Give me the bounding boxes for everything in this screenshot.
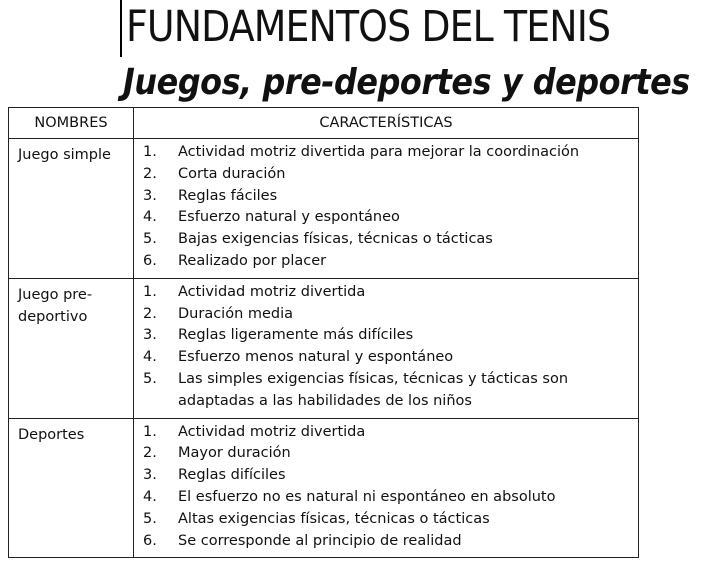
list-item-number: 6.	[143, 532, 157, 549]
list-item-number: 6.	[143, 252, 157, 269]
list-item-number: 5.	[143, 510, 157, 527]
list-item	[143, 369, 632, 413]
list-item	[143, 282, 632, 304]
list-item-text: Mayor duración	[178, 445, 291, 462]
list-item-text: Reglas difíciles	[178, 467, 286, 484]
list-item-text: Duración media	[178, 305, 294, 322]
list-item-number: 1.	[143, 144, 157, 160]
table-row	[9, 139, 639, 279]
list-item-text: Actividad motriz divertida	[178, 423, 366, 440]
list-item	[143, 304, 632, 326]
list-item	[143, 531, 632, 553]
list-item-text: El esfuerzo no es natural ni espontáneo en absoluto	[178, 488, 556, 505]
list-item	[143, 509, 632, 531]
list-item-number: 5.	[143, 370, 157, 387]
list-item	[143, 229, 632, 251]
list-item-text: Reglas fáciles	[178, 187, 278, 204]
list-item-number: 2.	[143, 165, 157, 182]
list-item-number: 1.	[143, 283, 157, 300]
column-header-names: NOMBRES	[9, 108, 134, 139]
table-header-row	[9, 108, 639, 139]
list-item-number: 4.	[143, 349, 157, 366]
title-divider	[120, 0, 122, 57]
list-item-text: Esfuerzo menos natural y espontáneo	[178, 349, 454, 366]
characteristics-list	[143, 142, 632, 273]
list-item-number: 4.	[143, 488, 157, 505]
row-characteristics-cell	[134, 139, 639, 279]
list-item-text: Altas exigencias físicas, técnicas o tácticas	[178, 510, 490, 527]
list-item	[143, 142, 632, 164]
list-item-text: Las simples exigencias físicas, técnicas y tácticas son adaptadas a las habilidades de los niños	[178, 370, 569, 409]
list-item-text: Actividad motriz divertida	[178, 283, 366, 300]
characteristics-table	[8, 107, 639, 558]
row-name-cell: Juego pre-deportivo	[9, 278, 134, 418]
list-item-text: Corta duración	[178, 165, 286, 182]
list-item-text: Esfuerzo natural y espontáneo	[178, 209, 400, 226]
column-header-characteristics: CARACTERÍSTICAS	[134, 108, 639, 139]
characteristics-list	[143, 282, 632, 413]
list-item	[143, 207, 632, 229]
row-characteristics-cell	[134, 418, 639, 558]
table-body	[9, 139, 639, 558]
list-item-number: 5.	[143, 231, 157, 248]
characteristics-list	[143, 422, 632, 553]
page-title: FUNDAMENTOS DEL TENIS	[126, 2, 611, 52]
list-item	[143, 422, 632, 444]
list-item	[143, 325, 632, 347]
row-name-cell: Deportes	[9, 418, 134, 558]
list-item-number: 3.	[143, 467, 157, 484]
table-row	[9, 418, 639, 558]
page-subtitle: Juegos, pre-deportes y deportes	[123, 62, 690, 103]
list-item-text: Actividad motriz divertida para mejorar la coordinación	[178, 144, 580, 160]
list-item-number: 3.	[143, 187, 157, 204]
list-item-text: Reglas ligeramente más difíciles	[178, 327, 414, 344]
row-characteristics-cell	[134, 278, 639, 418]
list-item	[143, 443, 632, 465]
list-item	[143, 186, 632, 208]
list-item-number: 1.	[143, 423, 157, 440]
row-name-cell: Juego simple	[9, 139, 134, 279]
list-item-number: 4.	[143, 209, 157, 226]
list-item-number: 2.	[143, 445, 157, 462]
list-item	[143, 465, 632, 487]
list-item-text: Se corresponde al principio de realidad	[178, 532, 462, 549]
list-item-text: Realizado por placer	[178, 252, 327, 269]
list-item-number: 2.	[143, 305, 157, 322]
list-item-number: 3.	[143, 327, 157, 344]
table-row	[9, 278, 639, 418]
list-item	[143, 487, 632, 509]
list-item	[143, 251, 632, 273]
list-item	[143, 347, 632, 369]
list-item	[143, 164, 632, 186]
list-item-text: Bajas exigencias físicas, técnicas o tácticas	[178, 231, 493, 248]
